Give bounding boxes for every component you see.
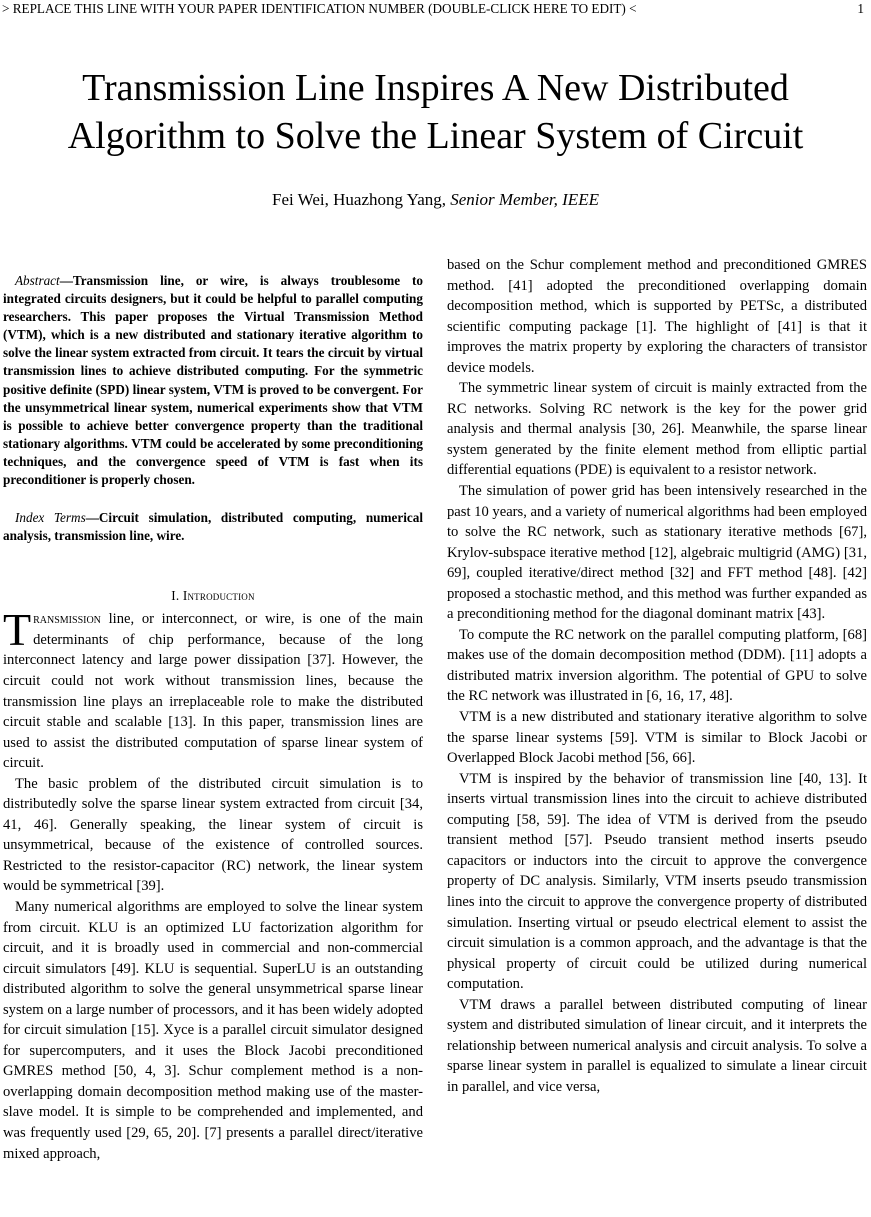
author-affiliation: Senior Member, IEEE (450, 190, 599, 209)
right-paragraph-6: VTM is inspired by the behavior of transmission line [40, 13]. It inserts virtual transmission lines into the circuit to achieve distributed computing [58, 59]. The idea of VTM is derived from the pseudo transient method [57]. Pseudo transient method inserts pseudo capacitors or inductors into the circuit to approve the convergence property of DC analysis. Similarly, VTM inserts pseudo transmission lines into the circuit to approve the convergence property of distributed simulation. Inserting virtual or pseudo electrical element to assist the circuit simulation is a common approach, and the advantage is that the physical property of circuit could be utilized during numerical computation. (447, 770, 867, 993)
right-paragraph-5: VTM is a new distributed and stationary iterative algorithm to solve the sparse linear systems [59]. VTM is similar to Block Jacobi or Overlapped Block Jacobi method [56, 66]. (447, 709, 867, 767)
abstract-lead: Abstract (15, 273, 60, 288)
right-paragraph-3: The simulation of power grid has been intensively researched in the past 10 years, and a variety of numerical algorithms had been employed to solve the RC network, such as stationary iterative methods [67], Krylov-subspace iterative method [12], algebraic multigrid (AMG) [31, 69], coupled iterative/direct method [32] and FFT method [48]. [42] proposed a stochastic method, and this method was further expanded as a preconditioning method for the diagonal dominant matrix [43]. (447, 483, 867, 623)
right-paragraph-7: VTM draws a parallel between distributed computing of linear system and distributed simulation of linear circuit, and it interprets the relationship between numerical analysis and circuit analysis. To solve a sparse linear system in parallel is equalized to simulate a linear circuit in parallel, and vice versa, (447, 996, 867, 1095)
index-terms-text: —Circuit simulation, distributed computing, numerical analysis, transmission line, wire. (3, 510, 423, 544)
intro-first-word: ransmission (33, 611, 101, 628)
section-number: I. (171, 588, 180, 604)
intro-paragraph-2: The basic problem of the distributed circuit simulation is to distributedly solve the sparse linear system extracted from circuit [34, 41, 46]. Generally speaking, the linear system of circuit is unsymmetrical, because of the existence of controlled sources. Restricted to the resistor-capacitor (RC) network, the linear system would be symmetrical [39]. (3, 775, 423, 895)
left-column (3, 272, 423, 1217)
abstract (3, 272, 423, 489)
header-text: > REPLACE THIS LINE WITH YOUR PAPER IDENTIFICATION NUMBER (DOUBLE-CLICK HERE TO EDIT) < (2, 1, 637, 16)
index-terms (3, 509, 423, 545)
title-line-2: Algorithm to Solve the Linear System of Circuit (67, 115, 804, 157)
page-number: 1 (857, 1, 864, 16)
running-header (2, 0, 868, 18)
abstract-text: —Transmission line, or wire, is always troublesome to integrated circuits designers, but it could be helpful to parallel computing researchers. This paper proposes the Virtual Transmission Method (VTM), which is a new distributed and stationary iterative algorithm to solve the linear system extracted from circuit. It tears the circuit by virtual transmission lines to achieve distributed computing. For the symmetric positive definite (SPD) linear system, VTM is proved to be convergent. For the unsymmetrical linear system, numerical experiments show that VTM is possible to achieve better convergence property than the traditional stationary algorithms. VTM could be accelerated by some preconditioning techniques, and the convergence speed of VTM is fast when its preconditioner is properly chosen. (3, 273, 423, 488)
right-column (447, 255, 867, 1200)
intro-paragraph-3: Many numerical algorithms are employed to solve the linear system from circuit. KLU is an optimized LU factorization algorithm for circuit, and it is broadly used in commercial and non-commercial circuit simulators [49]. KLU is sequential. SuperLU is an outstanding distributed algorithm to solve the general unsymmetrical sparse linear system on a large number of processors, and it has been widely adopted for circuit simulation [15]. Xyce is a parallel circuit simulator designed for supercomputers, and it uses the Block Jacobi preconditioned GMRES method [50, 4, 3]. Schur complement method is a non-overlapping domain decomposition method making use of the master-slave model. It is simple to be comprehended and implemented, and was frequently used [29, 65, 20]. [7] presents a parallel direct/iterative mixed approach, (3, 898, 423, 1162)
drop-cap: T (3, 604, 32, 656)
right-paragraph-4: To compute the RC network on the parallel computing platform, [68] makes use of the domain decomposition method (DDM). [11] adopts a distributed matrix inversion algorithm. The potential of GPU to solve the RC network was illustrated in [6, 16, 17, 48]. (447, 626, 867, 705)
paper-title (0, 64, 871, 160)
author-line (0, 189, 871, 211)
section-heading-introduction (3, 587, 423, 605)
intro-paragraph-1 (3, 604, 423, 773)
index-terms-lead: Index Terms (15, 510, 86, 526)
right-paragraph-2: The symmetric linear system of circuit is mainly extracted from the RC networks. Solving RC network is the key for the power grid analysis and thermal analysis [30, 26]. Meanwhile, the sparse linear system generated by the finite element method from elliptic partial differential equations (PDE) is equivalent to a resistor network. (447, 380, 867, 479)
title-line-1: Transmission Line Inspires A New Distributed (82, 67, 789, 109)
intro-paragraph-1-text: line, or interconnect, or wire, is one of the main determinants of chip performance, because of the long interconnect latency and large power dissipation [37]. However, the circuit could not work without transmission lines, because the transmission line plays an irreplaceable role to make the distributed circuit stable and scalable [13]. In this paper, transmission lines are used to assist the distributed computation of sparse linear system of circuit. (3, 611, 423, 772)
right-paragraph-1: based on the Schur complement method and preconditioned GMRES method. [41] adopted the preconditioned overlapping domain decomposition method, which is supported by PETSc, a distributed scientific computing package [1]. The highlight of [41] is that it improves the matrix property by exploring the characters of transistor device models. (447, 257, 867, 376)
author-names: Fei Wei, Huazhong Yang, (272, 190, 446, 209)
section-title: Introduction (182, 588, 255, 604)
